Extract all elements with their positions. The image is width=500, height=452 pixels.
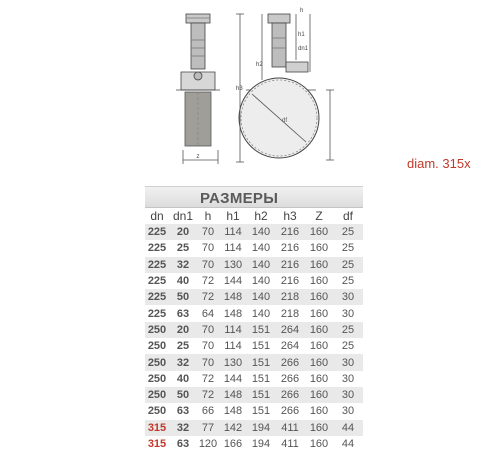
table-row (145, 322, 363, 338)
table-cell-h3: 411 (281, 438, 299, 450)
table-cell-h2: 194 (247, 420, 275, 436)
column-header-dn: dn (150, 209, 164, 223)
table-cell-z: 160 (309, 405, 329, 418)
dim-h1-label: h1 (298, 32, 305, 38)
table-cell-z: 160 (305, 354, 333, 370)
table-cell-h3: 266 (275, 387, 305, 403)
table-cell-h1: 166 (223, 438, 243, 450)
table-cell-h2: 151 (247, 387, 275, 403)
dimensions-table (145, 208, 363, 452)
diameter-caption: diam. 315x (407, 156, 471, 171)
table-cell-h2: 194 (251, 438, 271, 450)
table-cell-h1: 142 (219, 420, 247, 436)
table-cell-df: 30 (341, 405, 355, 418)
table-cell-df: 44 (341, 438, 355, 450)
table-cell-z: 160 (305, 420, 333, 436)
table-cell-df: 44 (333, 420, 363, 436)
table-cell-df: 25 (333, 257, 363, 273)
table-cell-h3: 216 (280, 275, 300, 288)
table-cell-h: 72 (201, 275, 215, 288)
table-cell-dn: 250 (145, 387, 169, 403)
table-cell-h3: 266 (280, 405, 300, 418)
table-cell-h3: 266 (275, 354, 305, 370)
table-cell-dn: 225 (147, 307, 167, 320)
table-cell-h1: 144 (223, 372, 243, 385)
table-row (145, 273, 363, 289)
table-cell-df: 25 (333, 322, 363, 338)
table-cell-dn1: 20 (169, 322, 197, 338)
column-header-h3: h3 (283, 209, 297, 223)
table-row (145, 420, 363, 436)
table-cell-h2: 140 (251, 275, 271, 288)
table-cell-df: 25 (341, 242, 355, 255)
table-cell-dn1: 63 (176, 405, 190, 418)
table-cell-dn: 250 (145, 354, 169, 370)
table-cell-df: 30 (333, 289, 363, 305)
table-cell-z: 160 (309, 242, 329, 255)
table-cell-h3: 218 (280, 307, 300, 320)
dim-dn1-label: dn1 (298, 46, 309, 52)
dim-df-label: df (282, 118, 288, 124)
table-cell-dn: 225 (145, 289, 169, 305)
table-cell-z: 160 (309, 275, 329, 288)
table-cell-h: 70 (197, 224, 219, 240)
table-cell-h: 70 (197, 257, 219, 273)
table-cell-dn: 250 (147, 372, 167, 385)
table-cell-dn: 225 (145, 224, 169, 240)
table-cell-h2: 140 (247, 224, 275, 240)
table-cell-z: 160 (305, 387, 333, 403)
table-cell-h1: 114 (219, 224, 247, 240)
table-cell-h: 120 (198, 438, 218, 450)
table-cell-dn: 250 (147, 340, 167, 353)
table-cell-dn1: 25 (176, 340, 190, 353)
table-cell-df: 30 (341, 372, 355, 385)
table-cell-z: 160 (309, 340, 329, 353)
dimensions-table-wrap (145, 208, 363, 452)
table-cell-z: 160 (305, 289, 333, 305)
column-header-h: h (204, 209, 212, 223)
column-header-h2: h2 (254, 209, 268, 223)
table-header-row (145, 208, 363, 224)
table-cell-df: 25 (341, 275, 355, 288)
table-cell-h3: 218 (275, 289, 305, 305)
table-row (145, 305, 363, 321)
table-cell-dn1: 50 (169, 387, 197, 403)
table-cell-h2: 151 (251, 405, 271, 418)
table-cell-df: 25 (333, 224, 363, 240)
table-cell-h2: 140 (251, 242, 271, 255)
table-cell-z: 160 (305, 257, 333, 273)
table-cell-h: 66 (201, 405, 215, 418)
table-cell-dn: 315 (147, 438, 167, 450)
table-cell-h1: 148 (219, 289, 247, 305)
table-cell-dn: 225 (145, 257, 169, 273)
table-cell-h: 64 (201, 307, 215, 320)
table-cell-z: 160 (309, 307, 329, 320)
table-cell-h3: 216 (280, 242, 300, 255)
table-cell-h2: 151 (251, 372, 271, 385)
table-cell-z: 160 (305, 322, 333, 338)
column-header-dn1: dn1 (172, 209, 194, 223)
table-row (145, 387, 363, 403)
table-cell-dn: 225 (147, 242, 167, 255)
front-view (236, 8, 334, 162)
table-cell-h2: 140 (247, 289, 275, 305)
table-cell-df: 25 (341, 340, 355, 353)
table-cell-h: 70 (201, 340, 215, 353)
table-cell-h1: 114 (224, 340, 242, 353)
table-cell-h: 72 (197, 289, 219, 305)
table-cell-h1: 130 (219, 354, 247, 370)
table-cell-dn1: 20 (169, 224, 197, 240)
table-cell-h1: 114 (224, 242, 242, 255)
table-cell-z: 160 (309, 438, 329, 450)
table-cell-df: 30 (333, 387, 363, 403)
table-row (145, 257, 363, 273)
side-view (176, 14, 220, 164)
table-cell-h1: 148 (223, 405, 243, 418)
table-cell-h1: 130 (219, 257, 247, 273)
table-cell-dn1: 63 (176, 307, 190, 320)
table-cell-h3: 264 (280, 340, 300, 353)
table-row (145, 354, 363, 370)
column-header-h1: h1 (226, 209, 240, 223)
dim-h2-label: h2 (256, 62, 263, 68)
table-cell-h1: 144 (223, 275, 243, 288)
table-cell-dn1: 63 (176, 438, 190, 450)
table-cell-dn: 315 (145, 420, 169, 436)
table-cell-dn1: 32 (169, 354, 197, 370)
table-cell-dn1: 50 (169, 289, 197, 305)
dim-h-label: h (300, 8, 304, 14)
table-cell-h2: 140 (251, 307, 271, 320)
table-cell-h2: 151 (247, 322, 275, 338)
table-title: РАЗМЕРЫ (200, 190, 279, 207)
table-cell-dn: 225 (147, 275, 167, 288)
table-cell-dn1: 40 (176, 275, 190, 288)
table-cell-df: 30 (341, 307, 355, 320)
table-cell-h3: 411 (275, 420, 305, 436)
table-row (145, 240, 363, 256)
table-cell-h2: 140 (247, 257, 275, 273)
table-row (145, 371, 363, 387)
table-cell-h3: 264 (275, 322, 305, 338)
column-header-df: df (342, 209, 353, 223)
table-cell-dn: 250 (145, 322, 169, 338)
table-cell-h: 70 (197, 354, 219, 370)
table-cell-dn: 250 (147, 405, 167, 418)
table-row (145, 289, 363, 305)
table-cell-h: 77 (197, 420, 219, 436)
table-cell-h2: 151 (251, 340, 271, 353)
table-cell-h: 72 (201, 372, 215, 385)
table-cell-df: 30 (333, 354, 363, 370)
dim-h3-label: h3 (236, 86, 243, 92)
table-cell-h3: 266 (280, 372, 300, 385)
column-header-z: Z (315, 209, 323, 223)
table-cell-z: 160 (305, 224, 333, 240)
table-cell-h1: 114 (219, 322, 247, 338)
table-cell-h: 72 (197, 387, 219, 403)
table-cell-h1: 148 (219, 387, 247, 403)
table-cell-h: 70 (197, 322, 219, 338)
table-body (145, 224, 363, 452)
table-cell-h3: 216 (275, 257, 305, 273)
table-cell-dn1: 32 (169, 420, 197, 436)
table-row (145, 403, 363, 419)
table-row (145, 224, 363, 240)
table-cell-dn1: 32 (169, 257, 197, 273)
table-cell-h2: 151 (247, 354, 275, 370)
table-cell-h: 70 (201, 242, 215, 255)
table-row (145, 338, 363, 354)
table-cell-h1: 148 (223, 307, 243, 320)
table-cell-z: 160 (309, 372, 329, 385)
dim-z-label: z (196, 154, 200, 160)
table-cell-h3: 216 (275, 224, 305, 240)
table-cell-dn1: 40 (176, 372, 190, 385)
table-cell-dn1: 25 (176, 242, 190, 255)
